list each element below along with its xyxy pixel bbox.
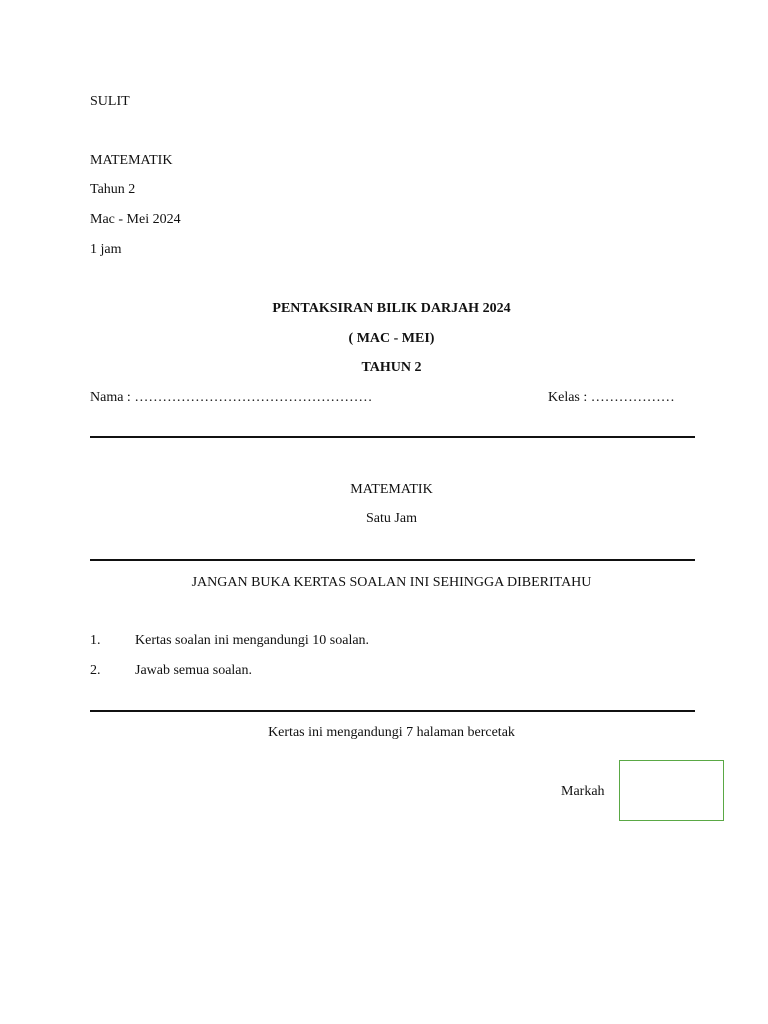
subject-label: MATEMATIK bbox=[90, 153, 173, 168]
duration-label: 1 jam bbox=[90, 242, 122, 257]
marks-box[interactable] bbox=[619, 760, 724, 821]
instruction-text: Jawab semua soalan. bbox=[135, 663, 253, 678]
instruction-number: 1. bbox=[90, 633, 101, 648]
paper-duration: Satu Jam bbox=[366, 511, 417, 526]
marks-label: Markah bbox=[561, 784, 605, 799]
classification-label: SULIT bbox=[90, 94, 130, 109]
assessment-period: ( MAC - MEI) bbox=[348, 331, 435, 346]
divider-top bbox=[90, 436, 695, 438]
warning-text: JANGAN BUKA KERTAS SOALAN INI SEHINGGA DIBERITAHU bbox=[191, 575, 592, 590]
divider-middle bbox=[90, 559, 695, 561]
pages-note: Kertas ini mengandungi 7 halaman bercetak bbox=[268, 725, 515, 740]
assessment-title: PENTAKSIRAN BILIK DARJAH 2024 bbox=[272, 301, 511, 316]
name-field[interactable]: Nama : …………………………………………… bbox=[90, 390, 373, 405]
divider-bottom bbox=[90, 710, 695, 712]
year-label: Tahun 2 bbox=[90, 182, 136, 197]
instruction-text: Kertas soalan ini mengandungi 10 soalan. bbox=[135, 633, 370, 648]
class-field[interactable]: Kelas : ……………… bbox=[548, 390, 675, 405]
paper-subject: MATEMATIK bbox=[350, 482, 433, 497]
period-label: Mac - Mei 2024 bbox=[90, 212, 181, 227]
instruction-number: 2. bbox=[90, 663, 101, 678]
assessment-year: TAHUN 2 bbox=[361, 360, 422, 375]
